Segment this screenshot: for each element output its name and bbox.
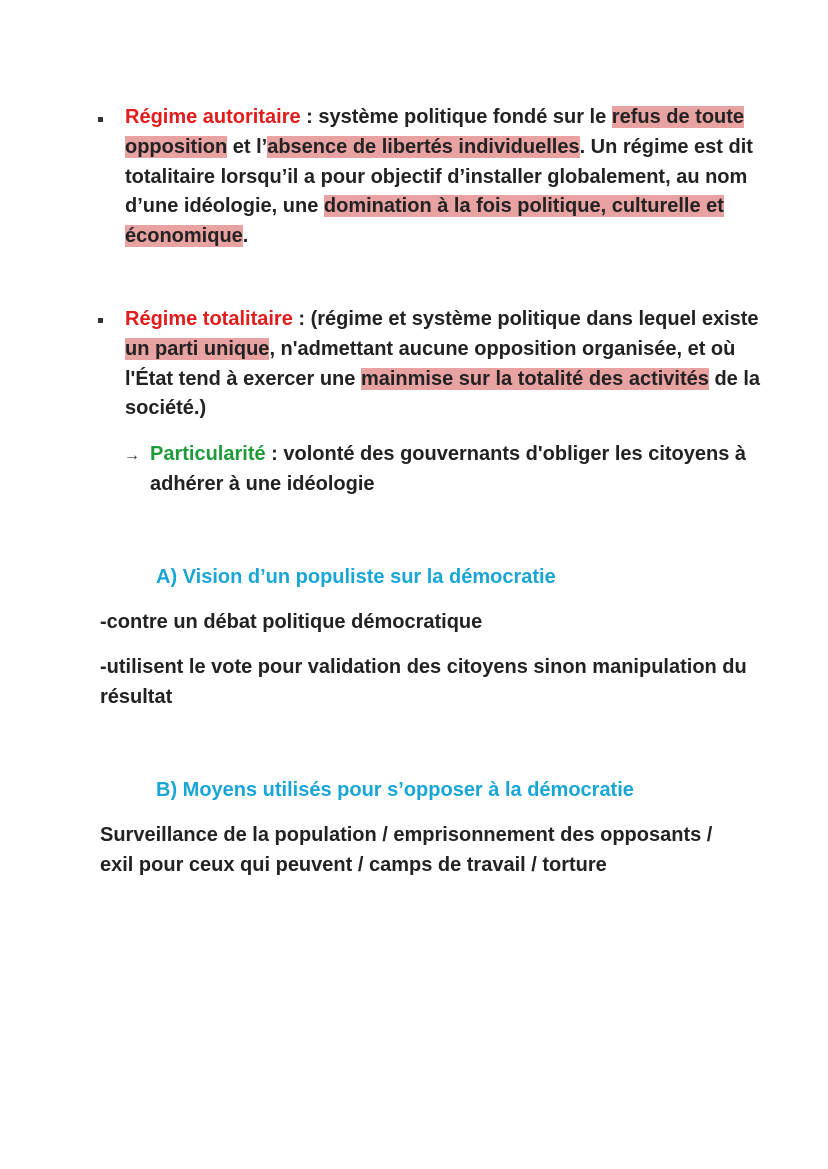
particularite-text: [150, 440, 750, 500]
definition-text: [125, 103, 765, 252]
highlighted-text: un parti unique: [125, 337, 270, 360]
term-label: Régime totalitaire: [125, 308, 293, 330]
term-label: Particularité: [150, 443, 266, 465]
colon: :: [300, 106, 319, 128]
text-segment: système politique fondé sur le: [318, 106, 612, 128]
highlighted-text: mainmise sur la totalité des activités: [360, 367, 709, 390]
text-segment: volonté des gouvernants d'obliger les citoyens à adhérer à une idéologie: [150, 443, 747, 495]
colon: :: [265, 443, 284, 465]
definition-text: [125, 305, 765, 424]
term-label: Régime autoritaire: [125, 106, 301, 128]
section-a-paragraph-2: -utilisent le vote pour validation des citoyens sinon manipulation du résultat: [100, 656, 747, 708]
text-segment: .: [242, 225, 249, 248]
text-segment: et l’: [227, 135, 268, 158]
section-b-paragraph: Surveillance de la population / emprisonnement des opposants / exil pour ceux qui peuvent / camps de travail / torture: [100, 824, 713, 876]
highlighted-text: absence de libertés individuelles: [267, 135, 580, 158]
bullet-icon: [98, 117, 103, 122]
text-segment: (régime et système politique dans lequel existe: [310, 308, 759, 330]
colon: :: [292, 308, 311, 330]
arrow-right-icon: →: [124, 447, 140, 464]
text-segment: . Un régime est dit totalitaire lorsqu’il a pour objectif d’installer globalement, au nom d’une idéologie, une: [125, 135, 753, 218]
highlighted-text: domination à la fois politique, culturelle et économique: [125, 195, 724, 248]
section-a-paragraph-1: -contre un débat politique démocratique: [100, 611, 483, 633]
text-segment: de la société.): [125, 367, 761, 420]
highlighted-text: refus de toute opposition: [125, 106, 745, 158]
section-a-heading: A) Vision d’un populiste sur la démocratie: [156, 566, 556, 588]
bullet-icon: [98, 318, 103, 323]
section-b-heading: B) Moyens utilisés pour s’opposer à la démocratie: [156, 779, 634, 801]
text-segment: , n'admettant aucune opposition organisée, et où l'État tend à exercer une: [125, 337, 736, 390]
